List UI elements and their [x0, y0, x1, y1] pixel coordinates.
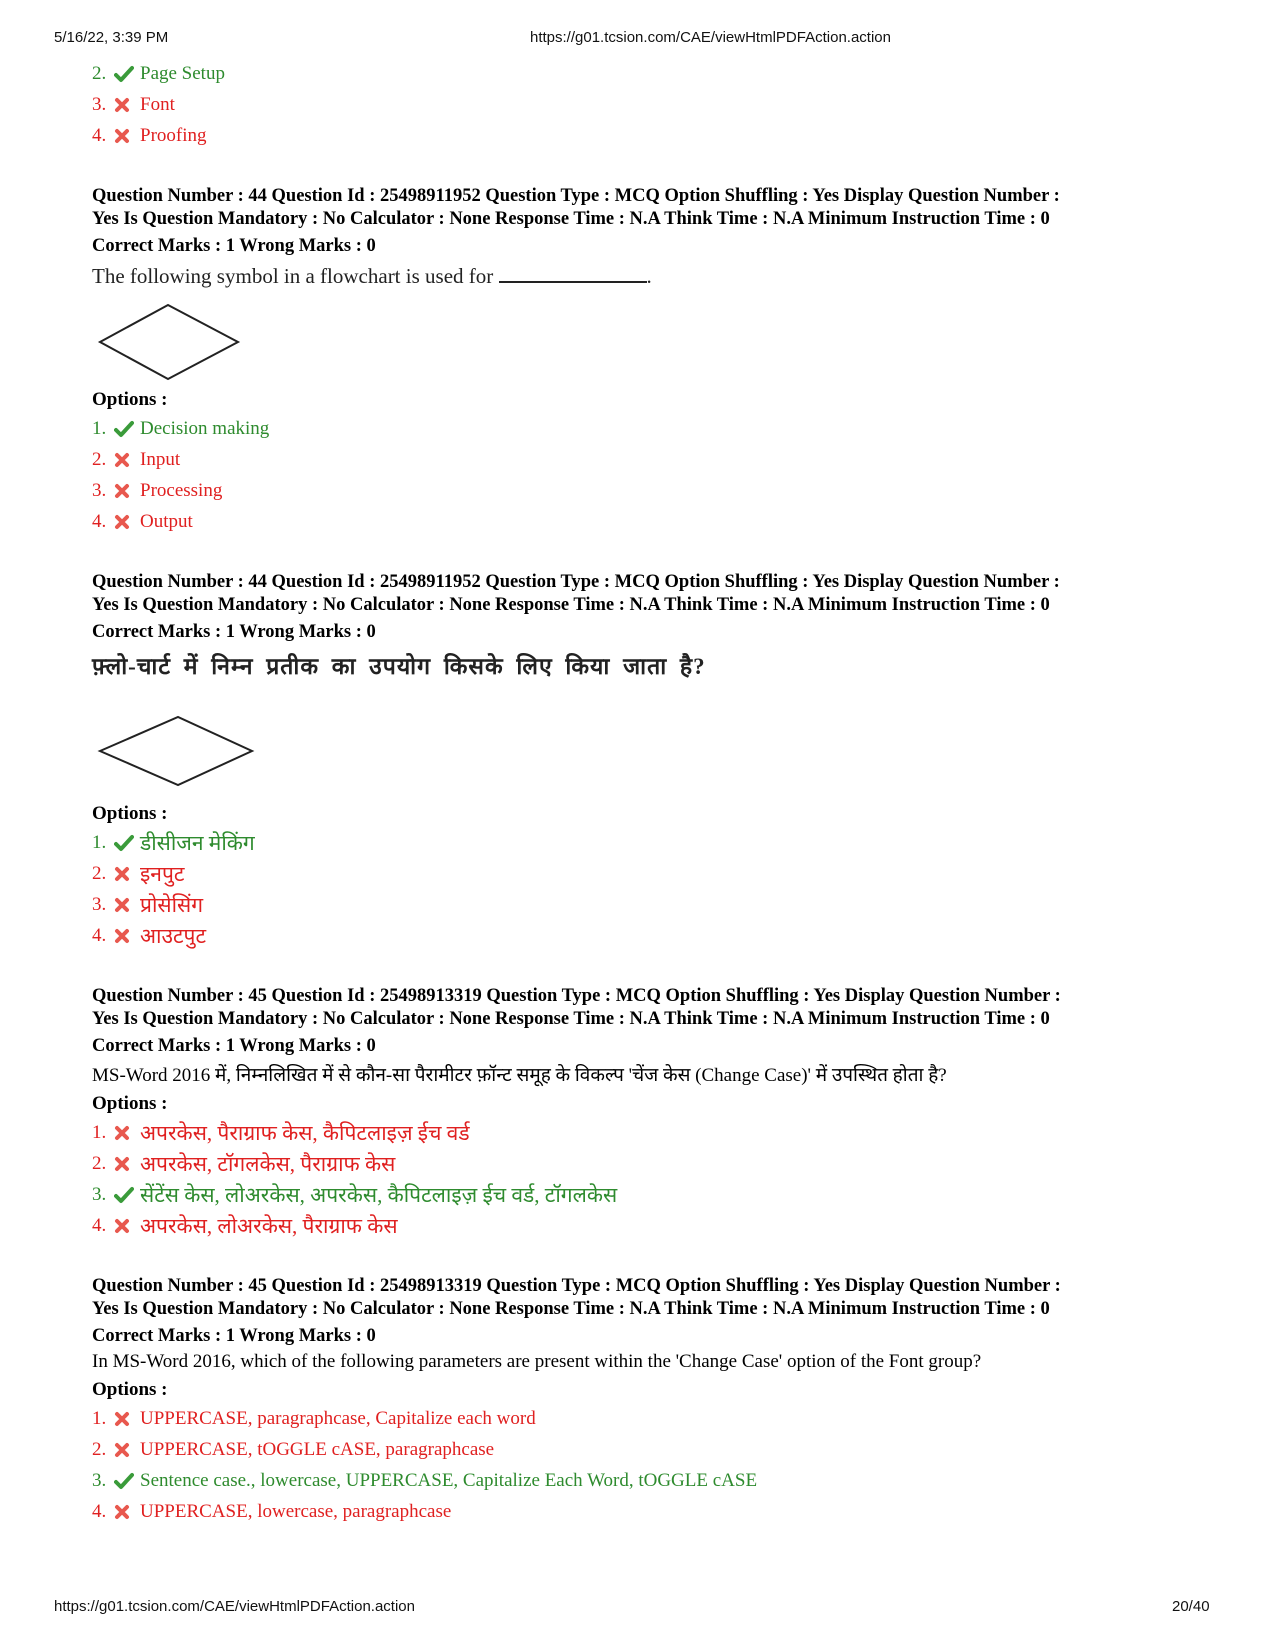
question-text: फ़्लो-चार्ट में निम्न प्रतीक का उपयोग किसके लिए किया जाता है?: [92, 654, 706, 679]
question-text-end: .: [646, 264, 652, 288]
option-number: 4.: [92, 1500, 107, 1522]
cross-icon: [114, 126, 140, 146]
option-number: 2.: [92, 862, 107, 884]
flowchart-decision-diamond-image: [96, 301, 246, 383]
option-text: Page Setup: [140, 62, 225, 84]
option-item: [92, 889, 1202, 920]
options-label: Options :: [92, 1093, 168, 1114]
option-item: [92, 475, 1202, 506]
question-marks: Correct Marks : 1 Wrong Marks : 0: [92, 236, 376, 256]
cross-icon: [114, 481, 140, 501]
options-label: Options :: [92, 1379, 168, 1400]
question-block: [92, 985, 1202, 1241]
option-item: [92, 444, 1202, 475]
cross-icon: [114, 450, 140, 470]
option-text: Sentence case., lowercase, UPPERCASE, Capitalize Each Word, tOGGLE cASE: [140, 1469, 758, 1491]
option-number: 1.: [92, 417, 107, 439]
question-meta-line2: Yes Is Question Mandatory : No Calculator : None Response Time : N.A Think Time : N.A Minimum Instruction Time : 0: [92, 209, 1050, 229]
question-block: [92, 185, 1202, 537]
options-label: Options :: [92, 389, 168, 410]
option-number: 4.: [92, 924, 107, 946]
cross-icon: [114, 895, 140, 915]
cross-icon: [114, 1502, 140, 1522]
question-meta-line1: Question Number : 44 Question Id : 25498911952 Question Type : MCQ Option Shuffling : Yes Display Question Number :: [92, 186, 1060, 206]
option-number: 3.: [92, 1469, 107, 1491]
question-meta-line2: Yes Is Question Mandatory : No Calculator : None Response Time : N.A Think Time : N.A Minimum Instruction Time : 0: [92, 1009, 1050, 1029]
option-text: अपरकेस, लोअरकेस, पैराग्राफ केस: [140, 1213, 398, 1238]
option-text: Decision making: [140, 417, 270, 439]
check-icon: [114, 1185, 140, 1205]
options-list: [92, 58, 1202, 151]
question-text: MS-Word 2016 में, निम्नलिखित में से कौन-सा पैरामीटर फ़ॉन्ट समूह के विकल्प 'चेंज केस (Change Case)' में उपस्थित होता है?: [92, 1065, 947, 1086]
check-icon: [114, 64, 140, 84]
check-icon: [114, 833, 140, 853]
cross-icon: [114, 512, 140, 532]
option-item: [92, 1148, 1202, 1179]
page-number: 20/40: [1172, 1598, 1210, 1615]
question-meta-line2: Yes Is Question Mandatory : No Calculator : None Response Time : N.A Think Time : N.A Minimum Instruction Time : 0: [92, 595, 1050, 615]
option-text: Output: [140, 510, 193, 532]
check-icon: [114, 419, 140, 439]
option-text: सेंटेंस केस, लोअरकेस, अपरकेस, कैपिटलाइज़ ईच वर्ड, टॉगलकेस: [140, 1182, 618, 1207]
option-item: [92, 1465, 1202, 1496]
question-meta-line2: Yes Is Question Mandatory : No Calculator : None Response Time : N.A Think Time : N.A Minimum Instruction Time : 0: [92, 1299, 1050, 1319]
header-url: https://g01.tcsion.com/CAE/viewHtmlPDFAction.action: [530, 29, 891, 46]
cross-icon: [114, 1440, 140, 1460]
option-text: इनपुट: [140, 861, 185, 886]
option-item: [92, 506, 1202, 537]
option-text: UPPERCASE, paragraphcase, Capitalize each word: [140, 1407, 536, 1429]
option-item: [92, 920, 1202, 951]
option-text: UPPERCASE, lowercase, paragraphcase: [140, 1500, 452, 1522]
option-number: 3.: [92, 893, 107, 915]
option-item: [92, 1210, 1202, 1241]
option-text: Proofing: [140, 124, 207, 146]
option-number: 2.: [92, 1152, 107, 1174]
cross-icon: [114, 1409, 140, 1429]
option-text: UPPERCASE, tOGGLE cASE, paragraphcase: [140, 1438, 495, 1460]
cross-icon: [114, 1123, 140, 1143]
option-item: [92, 120, 1202, 151]
option-text: आउटपुट: [140, 923, 207, 948]
option-item: [92, 858, 1202, 889]
question-meta-line1: Question Number : 45 Question Id : 25498913319 Question Type : MCQ Option Shuffling : Yes Display Question Number :: [92, 1276, 1061, 1296]
option-item: [92, 58, 1202, 89]
question-block: [92, 1275, 1202, 1527]
option-item: [92, 89, 1202, 120]
cross-icon: [114, 926, 140, 946]
option-number: 4.: [92, 510, 107, 532]
option-number: 4.: [92, 1214, 107, 1236]
option-item: [92, 413, 1202, 444]
question-marks: Correct Marks : 1 Wrong Marks : 0: [92, 622, 376, 642]
cross-icon: [114, 1154, 140, 1174]
option-text: अपरकेस, पैराग्राफ केस, कैपिटलाइज़ ईच वर्ड: [140, 1120, 470, 1145]
option-text: डीसीजन मेकिंग: [140, 830, 255, 855]
option-item: [92, 1403, 1202, 1434]
option-item: [92, 1179, 1202, 1210]
option-text: प्रोसेसिंग: [140, 892, 204, 917]
option-number: 2.: [92, 1438, 107, 1460]
flowchart-decision-diamond-image: [96, 713, 256, 789]
cross-icon: [114, 1216, 140, 1236]
check-icon: [114, 1471, 140, 1491]
option-number: 3.: [92, 1183, 107, 1205]
answer-blank: [499, 263, 647, 283]
option-number: 4.: [92, 124, 107, 146]
option-text: अपरकेस, टॉगलकेस, पैराग्राफ केस: [140, 1151, 396, 1176]
cross-icon: [114, 95, 140, 115]
option-item: [92, 1496, 1202, 1527]
option-item: [92, 827, 1202, 858]
option-item: [92, 1117, 1202, 1148]
question-block: [92, 571, 1202, 951]
question-text-main: The following symbol in a flowchart is used for: [92, 264, 494, 288]
header-datetime: 5/16/22, 3:39 PM: [54, 29, 169, 46]
question-meta-line1: Question Number : 44 Question Id : 25498911952 Question Type : MCQ Option Shuffling : Yes Display Question Number :: [92, 572, 1060, 592]
option-text: Processing: [140, 479, 223, 501]
option-number: 3.: [92, 479, 107, 501]
question-text: In MS-Word 2016, which of the following parameters are present within the 'Change Case' option of the Font group?: [92, 1351, 982, 1372]
option-number: 1.: [92, 1407, 107, 1429]
footer-url: https://g01.tcsion.com/CAE/viewHtmlPDFAction.action: [54, 1598, 415, 1615]
options-label: Options :: [92, 803, 168, 824]
question-marks: Correct Marks : 1 Wrong Marks : 0: [92, 1036, 376, 1056]
option-number: 2.: [92, 448, 107, 470]
option-item: [92, 1434, 1202, 1465]
option-number: 2.: [92, 62, 107, 84]
page-content: [92, 58, 1202, 1527]
option-text: Font: [140, 93, 175, 115]
option-number: 1.: [92, 831, 107, 853]
option-number: 1.: [92, 1121, 107, 1143]
cross-icon: [114, 864, 140, 884]
question-text: [92, 263, 1202, 289]
option-text: Input: [140, 448, 181, 470]
question-meta-line1: Question Number : 45 Question Id : 25498913319 Question Type : MCQ Option Shuffling : Yes Display Question Number :: [92, 986, 1061, 1006]
option-number: 3.: [92, 93, 107, 115]
question-marks: Correct Marks : 1 Wrong Marks : 0: [92, 1326, 376, 1346]
